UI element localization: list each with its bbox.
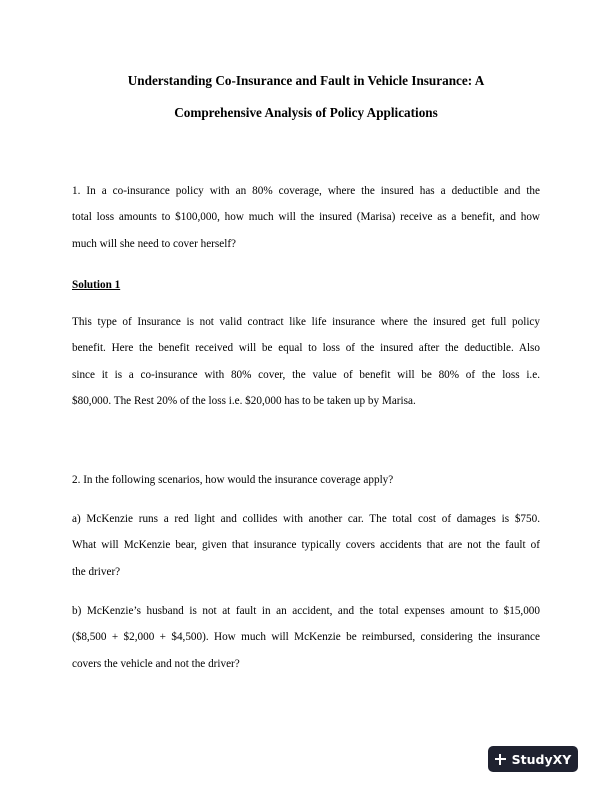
question-2-line: 2. In the following scenarios, how would the insurance coverage apply? <box>72 474 394 486</box>
studyxy-logo-text: StudyXY <box>511 751 572 767</box>
solution-1-heading: Solution 1 <box>72 279 121 291</box>
document-title-line-1: Understanding Co-Insurance and Fault in Vehicle Insurance: A <box>127 73 485 88</box>
question-1-line: total loss amounts to $100,000, how much will the insured (Marisa) receive as a benefit, and how <box>72 211 540 224</box>
question-2a-line: a) McKenzie runs a red light and collides with another car. The total cost of damages is $750. <box>72 513 540 525</box>
question-1-line: 1. In a co-insurance policy with an 80% coverage, where the insured has a deductible and the <box>72 185 540 197</box>
solution-1-line: benefit. Here the benefit received will be equal to loss of the insured after the deductible. Also <box>72 342 540 355</box>
question-2a-line: What will McKenzie bear, given that insurance typically covers accidents that are not the fault of <box>72 539 540 552</box>
question-2b-line: ($8,500 + $2,000 + $4,500). How much will McKenzie be reimbursed, considering the insurance <box>72 631 540 644</box>
question-2a-line: the driver? <box>72 565 121 578</box>
question-2a <box>72 506 540 585</box>
question-1-line: much will she need to cover herself? <box>72 237 237 250</box>
question-2b <box>72 598 540 677</box>
question-2b-line: covers the vehicle and not the driver? <box>72 657 240 670</box>
studyxy-badge[interactable] <box>488 746 578 772</box>
document-title-line-2: Comprehensive Analysis of Policy Applications <box>174 105 438 120</box>
question-1 <box>72 178 540 257</box>
solution-1-line: since it is a co-insurance with 80% cover, the value of benefit will be 80% of the loss i.e. <box>72 368 540 381</box>
solution-1-line: This type of Insurance is not valid contract like life insurance where the insured get full policy <box>72 316 540 328</box>
question-2 <box>72 467 540 493</box>
solution-1-text <box>72 309 540 415</box>
plus-icon <box>495 754 506 765</box>
question-2b-line: b) McKenzie’s husband is not at fault in an accident, and the total expenses amount to $15,000 <box>72 605 540 617</box>
solution-1-line: $80,000. The Rest 20% of the loss i.e. $20,000 has to be taken up by Marisa. <box>72 395 416 408</box>
